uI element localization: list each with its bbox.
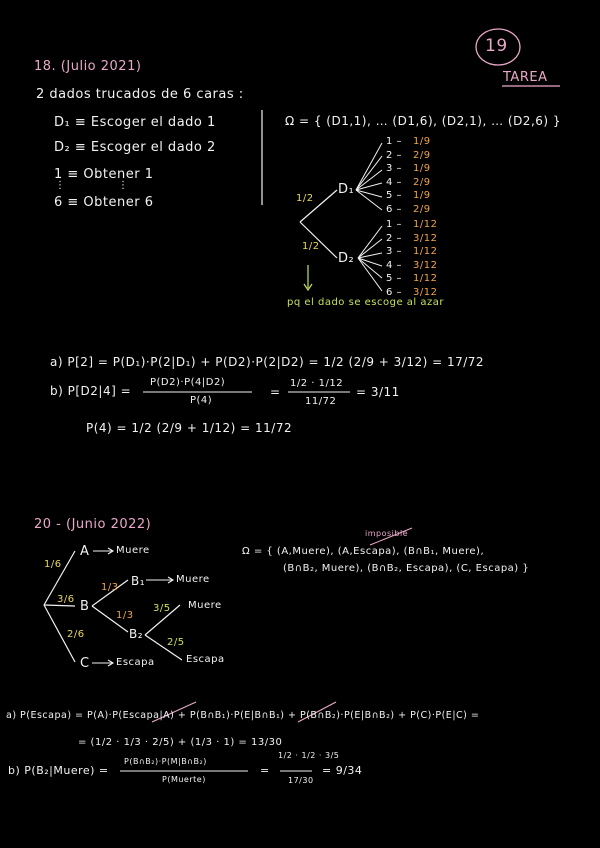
d2-outcome: 5 – <box>386 273 403 284</box>
problem20-part-b-eq: = <box>260 764 270 777</box>
def-1: 1 ≡ Obtener 1 <box>54 167 154 182</box>
problem18-part-b-num2: 1/2 · 1/12 <box>290 378 344 389</box>
problem18-part-b-eq: = <box>270 385 281 399</box>
def-d2: D₂ ≡ Escoger el dado 2 <box>54 140 216 155</box>
d2-outcome: 2 – <box>386 232 403 244</box>
omega-20-line2: (B∩B₂, Muere), (B∩B₂, Escapa), (C, Escapa) } <box>283 563 530 574</box>
problem20-part-a-line1: a) P(Escapa) = P(A)·P(Escapa|A) + P(B∩B₁)·P(E|B∩B₁) + P(B∩B₂)·P(E|B∩B₂) + P(C)·P(E|C) = <box>6 710 480 721</box>
p-b1: 1/3 <box>101 582 119 593</box>
d1-outcome: 6 – <box>386 203 403 215</box>
problem20-title: 20 - (Junio 2022) <box>34 517 152 532</box>
d2-prob: 3/12 <box>413 286 438 298</box>
problem20-part-b-num2: 1/2 · 1/2 · 3/5 <box>278 751 340 760</box>
node-b: B <box>80 599 90 614</box>
imposible-note: imposible <box>365 529 409 538</box>
d2-prob: 1/12 <box>413 273 438 284</box>
p-b2: 1/3 <box>116 610 134 621</box>
a-out: Muere <box>116 545 150 556</box>
p-b2-muere: 3/5 <box>153 603 171 614</box>
d2-prob: 1/12 <box>413 246 438 257</box>
d2-prob: 3/12 <box>413 232 438 244</box>
b2-muere: Muere <box>188 600 222 611</box>
def-dots: ⋮ <box>55 180 66 191</box>
d1-prob: 2/9 <box>413 149 431 161</box>
d2-prob: 1/12 <box>413 219 438 230</box>
tree-note: pq el dado se escoge al azar <box>287 297 445 308</box>
d1-outcome: 5 – <box>386 190 403 201</box>
d1-outcome: 1 – <box>386 136 403 147</box>
p-a: 1/6 <box>44 559 62 570</box>
d2-outcome: 3 – <box>386 246 403 257</box>
d1-prob: 1/9 <box>413 136 431 147</box>
def-d1: D₁ ≡ Escoger el dado 1 <box>54 115 216 130</box>
d1-outcome: 4 – <box>386 176 403 188</box>
d1-prob: 1/9 <box>413 163 431 174</box>
d1-prob: 1/9 <box>413 190 431 201</box>
d1-outcome: 3 – <box>386 163 403 174</box>
node-b1: B₁ <box>131 574 146 588</box>
problem18-part-b-den: P(4) <box>190 395 213 406</box>
node-d2: D₂ <box>338 251 355 266</box>
d2-outcome: 6 – <box>386 286 403 298</box>
problem20-part-b-den2: 17/30 <box>288 776 314 785</box>
page-number: 19 <box>485 36 508 56</box>
b1-out: Muere <box>176 574 210 585</box>
node-c: C <box>80 656 90 671</box>
problem20-part-b-label: b) P(B₂|Muere) = <box>8 764 109 777</box>
problem20-part-a-line2: = (1/2 · 1/3 · 2/5) + (1/3 · 1) = 13/30 <box>78 737 283 748</box>
omega-20-line1: Ω = { (A,Muere), (A,Escapa), (B∩B₁, Muere), <box>242 546 485 557</box>
branch-d2-prob: 1/2 <box>302 241 320 252</box>
problem18-part-b-num: P(D2)·P(4|D2) <box>150 377 226 388</box>
problem18-part-a: a) P[2] = P(D₁)·P(2|D₁) + P(D2)·P(2|D2) = 1/2 (2/9 + 3/12) = 17/72 <box>50 355 485 369</box>
problem18-part-b-den2: 11/72 <box>305 396 337 407</box>
problem18-statement: 2 dados trucados de 6 caras : <box>36 87 244 102</box>
p-b2-escapa: 2/5 <box>167 637 185 648</box>
node-d1: D₁ <box>338 182 355 197</box>
d1-prob: 2/9 <box>413 203 431 215</box>
problem20-part-b-result: = 9/34 <box>322 764 363 777</box>
p-b: 3/6 <box>57 594 75 605</box>
tarea-label: TAREA <box>503 70 548 85</box>
def-dots-2: ⋮ <box>118 180 129 191</box>
problem18-part-b-result: = 3/11 <box>356 385 400 399</box>
d2-prob: 3/12 <box>413 259 438 271</box>
omega-18: Ω = { (D1,1), … (D1,6), (D2,1), … (D2,6) } <box>285 114 562 128</box>
def-6: 6 ≡ Obtener 6 <box>54 195 154 210</box>
b2-escapa: Escapa <box>186 654 225 665</box>
problem20-part-b-num: P(B∩B₂)·P(M|B∩B₂) <box>124 757 207 766</box>
problem20-part-b-den: P(Muerte) <box>162 775 206 784</box>
p-c: 2/6 <box>67 629 85 640</box>
problem18-p4: P(4) = 1/2 (2/9 + 1/12) = 11/72 <box>86 421 293 435</box>
d2-outcome: 1 – <box>386 219 403 230</box>
node-a: A <box>80 544 90 559</box>
problem18-title: 18. (Julio 2021) <box>34 59 142 74</box>
node-b2: B₂ <box>129 627 144 641</box>
d1-outcome: 2 – <box>386 149 403 161</box>
c-out: Escapa <box>116 657 155 668</box>
branch-d1-prob: 1/2 <box>296 193 314 204</box>
d1-prob: 2/9 <box>413 176 431 188</box>
d2-outcome: 4 – <box>386 259 403 271</box>
problem18-part-b-label: b) P[D2|4] = <box>50 384 132 398</box>
